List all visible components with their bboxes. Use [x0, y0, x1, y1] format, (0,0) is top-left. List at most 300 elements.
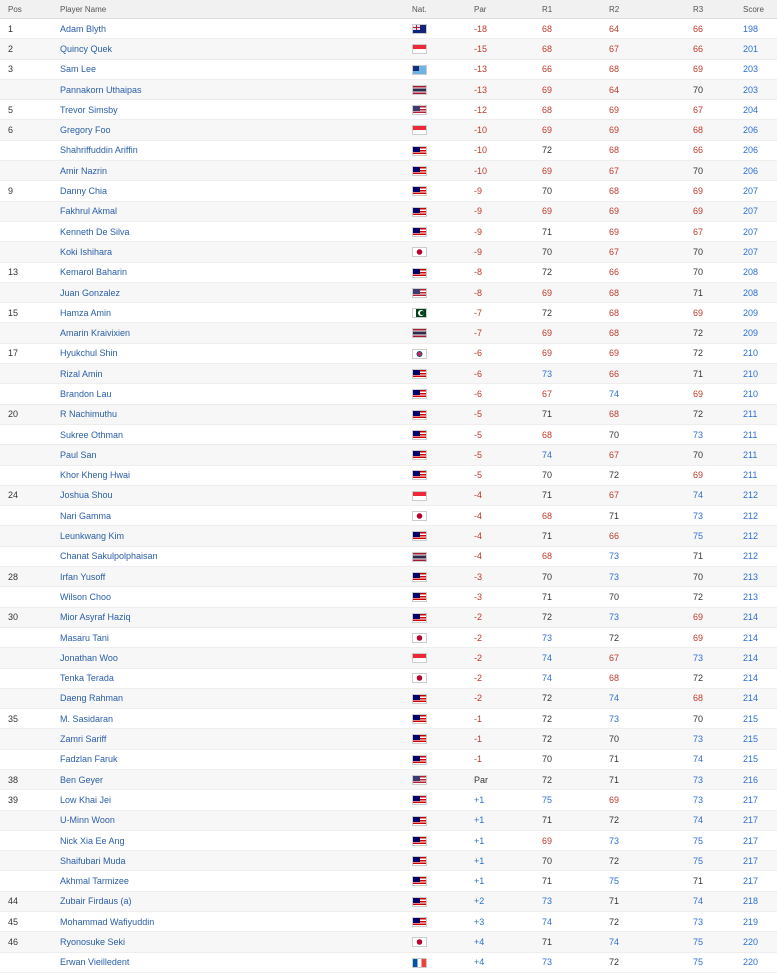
position-cell	[0, 465, 60, 485]
to-par-cell: -6	[474, 364, 542, 384]
position-cell	[0, 424, 60, 444]
player-name-link[interactable]: Zubair Firdaus (a)	[60, 891, 412, 911]
total-score-link[interactable]: 207	[743, 242, 777, 262]
round3-cell: 71	[693, 282, 743, 302]
to-par-cell: -2	[474, 668, 542, 688]
table-row	[0, 952, 777, 972]
player-name-link[interactable]: Trevor Simsby	[60, 100, 412, 120]
total-score-link[interactable]: 212	[743, 485, 777, 505]
total-score-link[interactable]: 217	[743, 830, 777, 850]
round3-cell: 69	[693, 303, 743, 323]
nationality-cell	[412, 79, 474, 99]
total-score-link[interactable]: 214	[743, 648, 777, 668]
flag-icon	[412, 125, 427, 135]
player-name-link[interactable]: Masaru Tani	[60, 627, 412, 647]
position-cell	[0, 830, 60, 850]
total-score-link[interactable]: 220	[743, 952, 777, 972]
position-cell	[0, 749, 60, 769]
player-name-link[interactable]: Akhmal Tarmizee	[60, 871, 412, 891]
flag-icon	[412, 288, 427, 298]
table-row	[0, 790, 777, 810]
total-score-link[interactable]: 212	[743, 526, 777, 546]
player-name-link[interactable]: Danny Chia	[60, 181, 412, 201]
round2-cell: 68	[609, 668, 693, 688]
position-cell: 44	[0, 891, 60, 911]
total-score-link[interactable]: 214	[743, 627, 777, 647]
player-name-link[interactable]: Hamza Amin	[60, 303, 412, 323]
table-row	[0, 932, 777, 952]
table-row	[0, 709, 777, 729]
round3-cell: 73	[693, 769, 743, 789]
flag-icon	[412, 572, 427, 582]
position-cell: 20	[0, 404, 60, 424]
round1-cell: 71	[542, 932, 609, 952]
player-name-link[interactable]: Pannakorn Uthaipas	[60, 79, 412, 99]
player-name-link[interactable]: Sam Lee	[60, 59, 412, 79]
total-score-link[interactable]: 207	[743, 201, 777, 221]
player-name-link[interactable]: Joshua Shou	[60, 485, 412, 505]
table-row	[0, 221, 777, 241]
round3-cell: 69	[693, 607, 743, 627]
nationality-cell	[412, 221, 474, 241]
nationality-cell	[412, 303, 474, 323]
table-row	[0, 364, 777, 384]
round1-cell: 72	[542, 607, 609, 627]
flag-icon	[412, 613, 427, 623]
total-score-link[interactable]: 207	[743, 181, 777, 201]
table-row	[0, 79, 777, 99]
total-score-link[interactable]: 213	[743, 587, 777, 607]
to-par-cell: Par	[474, 769, 542, 789]
round3-cell: 75	[693, 526, 743, 546]
total-score-link[interactable]: 203	[743, 79, 777, 99]
nationality-cell	[412, 668, 474, 688]
round1-cell: 68	[542, 424, 609, 444]
player-name-link[interactable]: Mior Asyraf Haziq	[60, 607, 412, 627]
total-score-link[interactable]: 209	[743, 323, 777, 343]
total-score-link[interactable]: 214	[743, 607, 777, 627]
total-score-link[interactable]: 215	[743, 729, 777, 749]
table-row	[0, 506, 777, 526]
round3-cell: 70	[693, 242, 743, 262]
to-par-cell: +1	[474, 871, 542, 891]
nationality-cell	[412, 445, 474, 465]
round2-cell: 68	[609, 181, 693, 201]
table-row	[0, 242, 777, 262]
round1-cell: 72	[542, 729, 609, 749]
table-row	[0, 729, 777, 749]
round3-cell: 66	[693, 19, 743, 39]
player-name-link[interactable]: Sukree Othman	[60, 424, 412, 444]
round3-cell: 67	[693, 221, 743, 241]
flag-icon	[412, 268, 427, 278]
to-par-cell: -10	[474, 161, 542, 181]
round1-cell: 74	[542, 648, 609, 668]
player-name-link[interactable]: Ryonosuke Seki	[60, 932, 412, 952]
table-row	[0, 891, 777, 911]
total-score-link[interactable]: 210	[743, 364, 777, 384]
nationality-cell	[412, 201, 474, 221]
round1-cell: 69	[542, 120, 609, 140]
total-score-link[interactable]: 216	[743, 769, 777, 789]
player-name-link[interactable]: Adam Blyth	[60, 19, 412, 39]
round2-cell: 67	[609, 242, 693, 262]
round1-cell: 66	[542, 59, 609, 79]
flag-icon	[412, 937, 427, 947]
total-score-link[interactable]: 215	[743, 749, 777, 769]
round1-cell: 71	[542, 404, 609, 424]
round2-cell: 74	[609, 932, 693, 952]
player-name-link[interactable]: Shahriffuddin Ariffin	[60, 140, 412, 160]
player-name-link[interactable]: Khor Kheng Hwai	[60, 465, 412, 485]
position-cell: 2	[0, 39, 60, 59]
total-score-link[interactable]: 211	[743, 404, 777, 424]
total-score-link[interactable]: 211	[743, 465, 777, 485]
table-row	[0, 587, 777, 607]
position-cell: 39	[0, 790, 60, 810]
flag-icon	[412, 105, 427, 115]
round1-cell: 74	[542, 912, 609, 932]
player-name-link[interactable]: M. Sasidaran	[60, 709, 412, 729]
nationality-cell	[412, 891, 474, 911]
round2-cell: 72	[609, 627, 693, 647]
round3-cell: 72	[693, 323, 743, 343]
total-score-link[interactable]: 206	[743, 140, 777, 160]
round2-cell: 68	[609, 59, 693, 79]
round3-cell: 70	[693, 161, 743, 181]
position-cell: 35	[0, 709, 60, 729]
table-row	[0, 607, 777, 627]
player-name-link[interactable]: Leunkwang Kim	[60, 526, 412, 546]
total-score-link[interactable]: 219	[743, 912, 777, 932]
player-name-link[interactable]: Koki Ishihara	[60, 242, 412, 262]
round1-cell: 69	[542, 201, 609, 221]
table-row	[0, 161, 777, 181]
total-score-link[interactable]: 217	[743, 871, 777, 891]
round1-cell: 75	[542, 790, 609, 810]
table-row	[0, 262, 777, 282]
flag-icon	[412, 186, 427, 196]
table-row	[0, 485, 777, 505]
round3-cell: 69	[693, 627, 743, 647]
to-par-cell: -4	[474, 485, 542, 505]
player-name-link[interactable]: Nari Gamma	[60, 506, 412, 526]
nationality-cell	[412, 810, 474, 830]
round3-cell: 75	[693, 952, 743, 972]
total-score-link[interactable]: 220	[743, 932, 777, 952]
nationality-cell	[412, 140, 474, 160]
total-score-link[interactable]: 215	[743, 709, 777, 729]
player-name-link[interactable]: Nick Xia Ee Ang	[60, 830, 412, 850]
to-par-cell: -7	[474, 323, 542, 343]
player-name-link[interactable]: Gregory Foo	[60, 120, 412, 140]
player-name-link[interactable]: Brandon Lau	[60, 384, 412, 404]
round1-cell: 73	[542, 627, 609, 647]
round2-cell: 71	[609, 749, 693, 769]
round3-cell: 73	[693, 424, 743, 444]
col-header-r2[interactable]: R2	[609, 0, 693, 19]
nationality-cell	[412, 790, 474, 810]
round2-cell: 72	[609, 810, 693, 830]
player-name-link[interactable]: Amir Nazrin	[60, 161, 412, 181]
player-name-link[interactable]: Hyukchul Shin	[60, 343, 412, 363]
position-cell: 45	[0, 912, 60, 932]
to-par-cell: -4	[474, 546, 542, 566]
player-name-link[interactable]: Shaifubari Muda	[60, 851, 412, 871]
round3-cell: 73	[693, 912, 743, 932]
col-header-r1[interactable]: R1	[542, 0, 609, 19]
position-cell: 28	[0, 567, 60, 587]
position-cell	[0, 871, 60, 891]
nationality-cell	[412, 384, 474, 404]
round3-cell: 72	[693, 404, 743, 424]
player-name-link[interactable]: R Nachimuthu	[60, 404, 412, 424]
to-par-cell: -5	[474, 465, 542, 485]
round2-cell: 69	[609, 120, 693, 140]
round3-cell: 67	[693, 100, 743, 120]
to-par-cell: -2	[474, 627, 542, 647]
col-header-pos[interactable]: Pos	[0, 0, 60, 19]
player-name-link[interactable]: Erwan Vieilledent	[60, 952, 412, 972]
player-name-link[interactable]: Amarin Kraivixien	[60, 323, 412, 343]
round3-cell: 74	[693, 810, 743, 830]
player-name-link[interactable]: Fakhrul Akmal	[60, 201, 412, 221]
nationality-cell	[412, 100, 474, 120]
player-name-link[interactable]: Irfan Yusoff	[60, 567, 412, 587]
to-par-cell: -10	[474, 120, 542, 140]
player-name-link[interactable]: Fadzlan Faruk	[60, 749, 412, 769]
to-par-cell: -12	[474, 100, 542, 120]
total-score-link[interactable]: 212	[743, 546, 777, 566]
col-header-score[interactable]: Score	[743, 0, 777, 19]
flag-icon	[412, 856, 427, 866]
round2-cell: 66	[609, 526, 693, 546]
to-par-cell: +4	[474, 952, 542, 972]
col-header-player[interactable]: Player Name	[60, 0, 412, 19]
flag-icon	[412, 734, 427, 744]
position-cell	[0, 729, 60, 749]
flag-icon	[412, 552, 427, 562]
nationality-cell	[412, 912, 474, 932]
flag-icon	[412, 775, 427, 785]
position-cell: 46	[0, 932, 60, 952]
table-row	[0, 871, 777, 891]
nationality-cell	[412, 506, 474, 526]
total-score-link[interactable]: 210	[743, 343, 777, 363]
total-score-link[interactable]: 211	[743, 445, 777, 465]
position-cell	[0, 668, 60, 688]
table-row	[0, 688, 777, 708]
nationality-cell	[412, 39, 474, 59]
round1-cell: 71	[542, 221, 609, 241]
total-score-link[interactable]: 214	[743, 688, 777, 708]
round3-cell: 73	[693, 648, 743, 668]
total-score-link[interactable]: 209	[743, 303, 777, 323]
player-name-link[interactable]: Tenka Terada	[60, 668, 412, 688]
round2-cell: 69	[609, 100, 693, 120]
player-name-link[interactable]: Kenneth De Silva	[60, 221, 412, 241]
round1-cell: 68	[542, 39, 609, 59]
player-name-link[interactable]: Juan Gonzalez	[60, 282, 412, 302]
total-score-link[interactable]: 213	[743, 567, 777, 587]
to-par-cell: -2	[474, 648, 542, 668]
total-score-link[interactable]: 203	[743, 59, 777, 79]
total-score-link[interactable]: 217	[743, 810, 777, 830]
table-row	[0, 851, 777, 871]
total-score-link[interactable]: 214	[743, 668, 777, 688]
round1-cell: 69	[542, 830, 609, 850]
flag-icon	[412, 592, 427, 602]
round3-cell: 73	[693, 506, 743, 526]
player-name-link[interactable]: Rizal Amin	[60, 364, 412, 384]
total-score-link[interactable]: 210	[743, 384, 777, 404]
total-score-link[interactable]: 208	[743, 262, 777, 282]
to-par-cell: +1	[474, 851, 542, 871]
round2-cell: 67	[609, 445, 693, 465]
to-par-cell: -13	[474, 79, 542, 99]
round3-cell: 68	[693, 120, 743, 140]
nationality-cell	[412, 830, 474, 850]
total-score-link[interactable]: 217	[743, 790, 777, 810]
round2-cell: 67	[609, 39, 693, 59]
total-score-link[interactable]: 207	[743, 221, 777, 241]
nationality-cell	[412, 364, 474, 384]
player-name-link[interactable]: Kemarol Baharin	[60, 262, 412, 282]
round3-cell: 73	[693, 790, 743, 810]
player-name-link[interactable]: Mohammad Wafiyuddin	[60, 912, 412, 932]
round3-cell: 69	[693, 465, 743, 485]
round3-cell: 69	[693, 384, 743, 404]
position-cell: 5	[0, 100, 60, 120]
flag-icon	[412, 450, 427, 460]
nationality-cell	[412, 59, 474, 79]
position-cell	[0, 282, 60, 302]
round1-cell: 67	[542, 384, 609, 404]
flag-icon	[412, 958, 427, 968]
to-par-cell: -5	[474, 445, 542, 465]
player-name-link[interactable]: Paul San	[60, 445, 412, 465]
round3-cell: 72	[693, 587, 743, 607]
player-name-link[interactable]: Quincy Quek	[60, 39, 412, 59]
total-score-link[interactable]: 206	[743, 120, 777, 140]
round1-cell: 68	[542, 546, 609, 566]
to-par-cell: -6	[474, 384, 542, 404]
table-row	[0, 465, 777, 485]
nationality-cell	[412, 587, 474, 607]
round3-cell: 74	[693, 749, 743, 769]
table-row	[0, 181, 777, 201]
flag-icon	[412, 410, 427, 420]
total-score-link[interactable]: 198	[743, 19, 777, 39]
player-name-link[interactable]: Daeng Rahman	[60, 688, 412, 708]
flag-icon	[412, 430, 427, 440]
round1-cell: 69	[542, 323, 609, 343]
player-name-link[interactable]: Wilson Choo	[60, 587, 412, 607]
nationality-cell	[412, 729, 474, 749]
player-name-link[interactable]: Zamri Sariff	[60, 729, 412, 749]
to-par-cell: +4	[474, 932, 542, 952]
col-header-par[interactable]: Par	[474, 0, 542, 19]
round1-cell: 71	[542, 871, 609, 891]
total-score-link[interactable]: 218	[743, 891, 777, 911]
round1-cell: 70	[542, 749, 609, 769]
nationality-cell	[412, 648, 474, 668]
to-par-cell: -4	[474, 506, 542, 526]
position-cell	[0, 161, 60, 181]
round2-cell: 66	[609, 364, 693, 384]
round1-cell: 72	[542, 688, 609, 708]
round1-cell: 71	[542, 485, 609, 505]
flag-icon	[412, 633, 427, 643]
flag-icon	[412, 227, 427, 237]
table-row	[0, 567, 777, 587]
position-cell	[0, 323, 60, 343]
to-par-cell: -10	[474, 140, 542, 160]
round1-cell: 71	[542, 526, 609, 546]
round2-cell: 73	[609, 567, 693, 587]
round1-cell: 70	[542, 851, 609, 871]
round1-cell: 71	[542, 810, 609, 830]
round2-cell: 67	[609, 648, 693, 668]
nationality-cell	[412, 424, 474, 444]
table-row	[0, 39, 777, 59]
position-cell: 30	[0, 607, 60, 627]
player-name-link[interactable]: U-Minn Woon	[60, 810, 412, 830]
player-name-link[interactable]: Low Khai Jei	[60, 790, 412, 810]
table-row	[0, 526, 777, 546]
nationality-cell	[412, 709, 474, 729]
player-name-link[interactable]: Ben Geyer	[60, 769, 412, 789]
to-par-cell: -8	[474, 262, 542, 282]
total-score-link[interactable]: 212	[743, 506, 777, 526]
flag-icon	[412, 836, 427, 846]
to-par-cell: -9	[474, 201, 542, 221]
total-score-link[interactable]: 217	[743, 851, 777, 871]
to-par-cell: -6	[474, 343, 542, 363]
nationality-cell	[412, 769, 474, 789]
round2-cell: 70	[609, 729, 693, 749]
flag-icon	[412, 714, 427, 724]
total-score-link[interactable]: 211	[743, 424, 777, 444]
player-name-link[interactable]: Jonathan Woo	[60, 648, 412, 668]
round1-cell: 71	[542, 587, 609, 607]
total-score-link[interactable]: 201	[743, 39, 777, 59]
player-name-link[interactable]: Chanat Sakulpolphaisan	[60, 546, 412, 566]
nationality-cell	[412, 19, 474, 39]
round2-cell: 66	[609, 262, 693, 282]
table-row	[0, 323, 777, 343]
total-score-link[interactable]: 208	[743, 282, 777, 302]
total-score-link[interactable]: 204	[743, 100, 777, 120]
col-header-r3[interactable]: R3	[693, 0, 743, 19]
round2-cell: 69	[609, 790, 693, 810]
flag-icon	[412, 44, 427, 54]
round3-cell: 72	[693, 343, 743, 363]
nationality-cell	[412, 485, 474, 505]
to-par-cell: -2	[474, 607, 542, 627]
round2-cell: 68	[609, 140, 693, 160]
position-cell	[0, 506, 60, 526]
total-score-link[interactable]: 206	[743, 161, 777, 181]
flag-icon	[412, 369, 427, 379]
table-row	[0, 648, 777, 668]
round3-cell: 70	[693, 79, 743, 99]
flag-icon	[412, 146, 427, 156]
col-header-nat[interactable]: Nat.	[412, 0, 474, 19]
flag-icon	[412, 166, 427, 176]
round1-cell: 73	[542, 891, 609, 911]
flag-icon	[412, 207, 427, 217]
